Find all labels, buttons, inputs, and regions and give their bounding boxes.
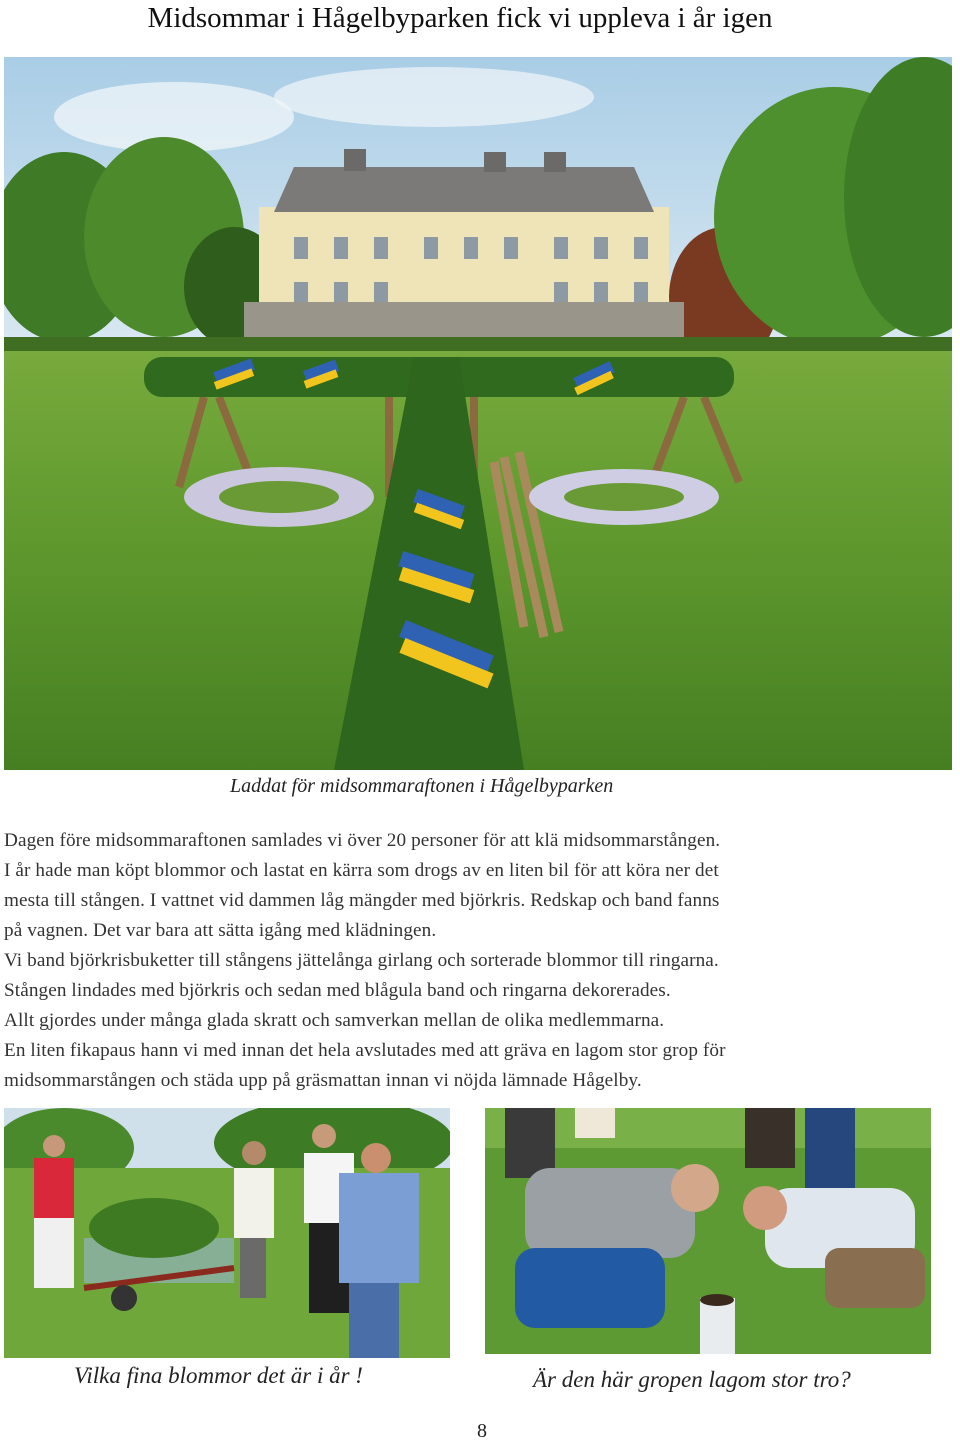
article-line: I år hade man köpt blommor och lastat en kärra som drogs av en liten bil för att köra ner det — [4, 860, 719, 881]
article-line: Vi band björkrisbuketter till stångens jättelånga girlang och sorterade blommor till ringarna. — [4, 950, 719, 971]
digging-photo — [485, 1108, 931, 1354]
article-line: mesta till stången. I vattnet vid dammen låg mängder med björkris. Redskap och band fanns — [4, 890, 720, 911]
article-line: Allt gjordes under många glada skratt och samverkan mellan de olika medlemmarna. — [4, 1010, 665, 1031]
main-photo-caption: Laddat för midsommaraftonen i Hågelbyparken — [230, 775, 614, 797]
page-title: Midsommar i Hågelbyparken fick vi uppleva i år igen — [147, 2, 773, 34]
article-line: En liten fikapaus hann vi med innan det hela avslutades med att gräva en lagom stor grop för — [4, 1040, 726, 1061]
article-line: Dagen före midsommaraftonen samlades vi över 20 personer för att klä midsommarstången. — [4, 830, 721, 851]
article-line: på vagnen. Det var bara att sätta igång med klädningen. — [4, 920, 437, 941]
maypole-photo — [4, 57, 952, 770]
right-photo-caption: Är den här gropen lagom stor tro? — [533, 1367, 851, 1392]
article-body — [4, 826, 954, 1096]
left-photo-caption: Vilka fina blommor det är i år ! — [74, 1363, 363, 1388]
page-number: 8 — [477, 1420, 487, 1442]
article-line: Stången lindades med björkris och sedan med blågula band och ringarna dekorerades. — [4, 980, 671, 1001]
article-line: midsommarstången och städa upp på gräsmattan innan vi nöjda lämnade Hågelby. — [4, 1070, 642, 1091]
flower-cart-photo — [4, 1108, 450, 1358]
